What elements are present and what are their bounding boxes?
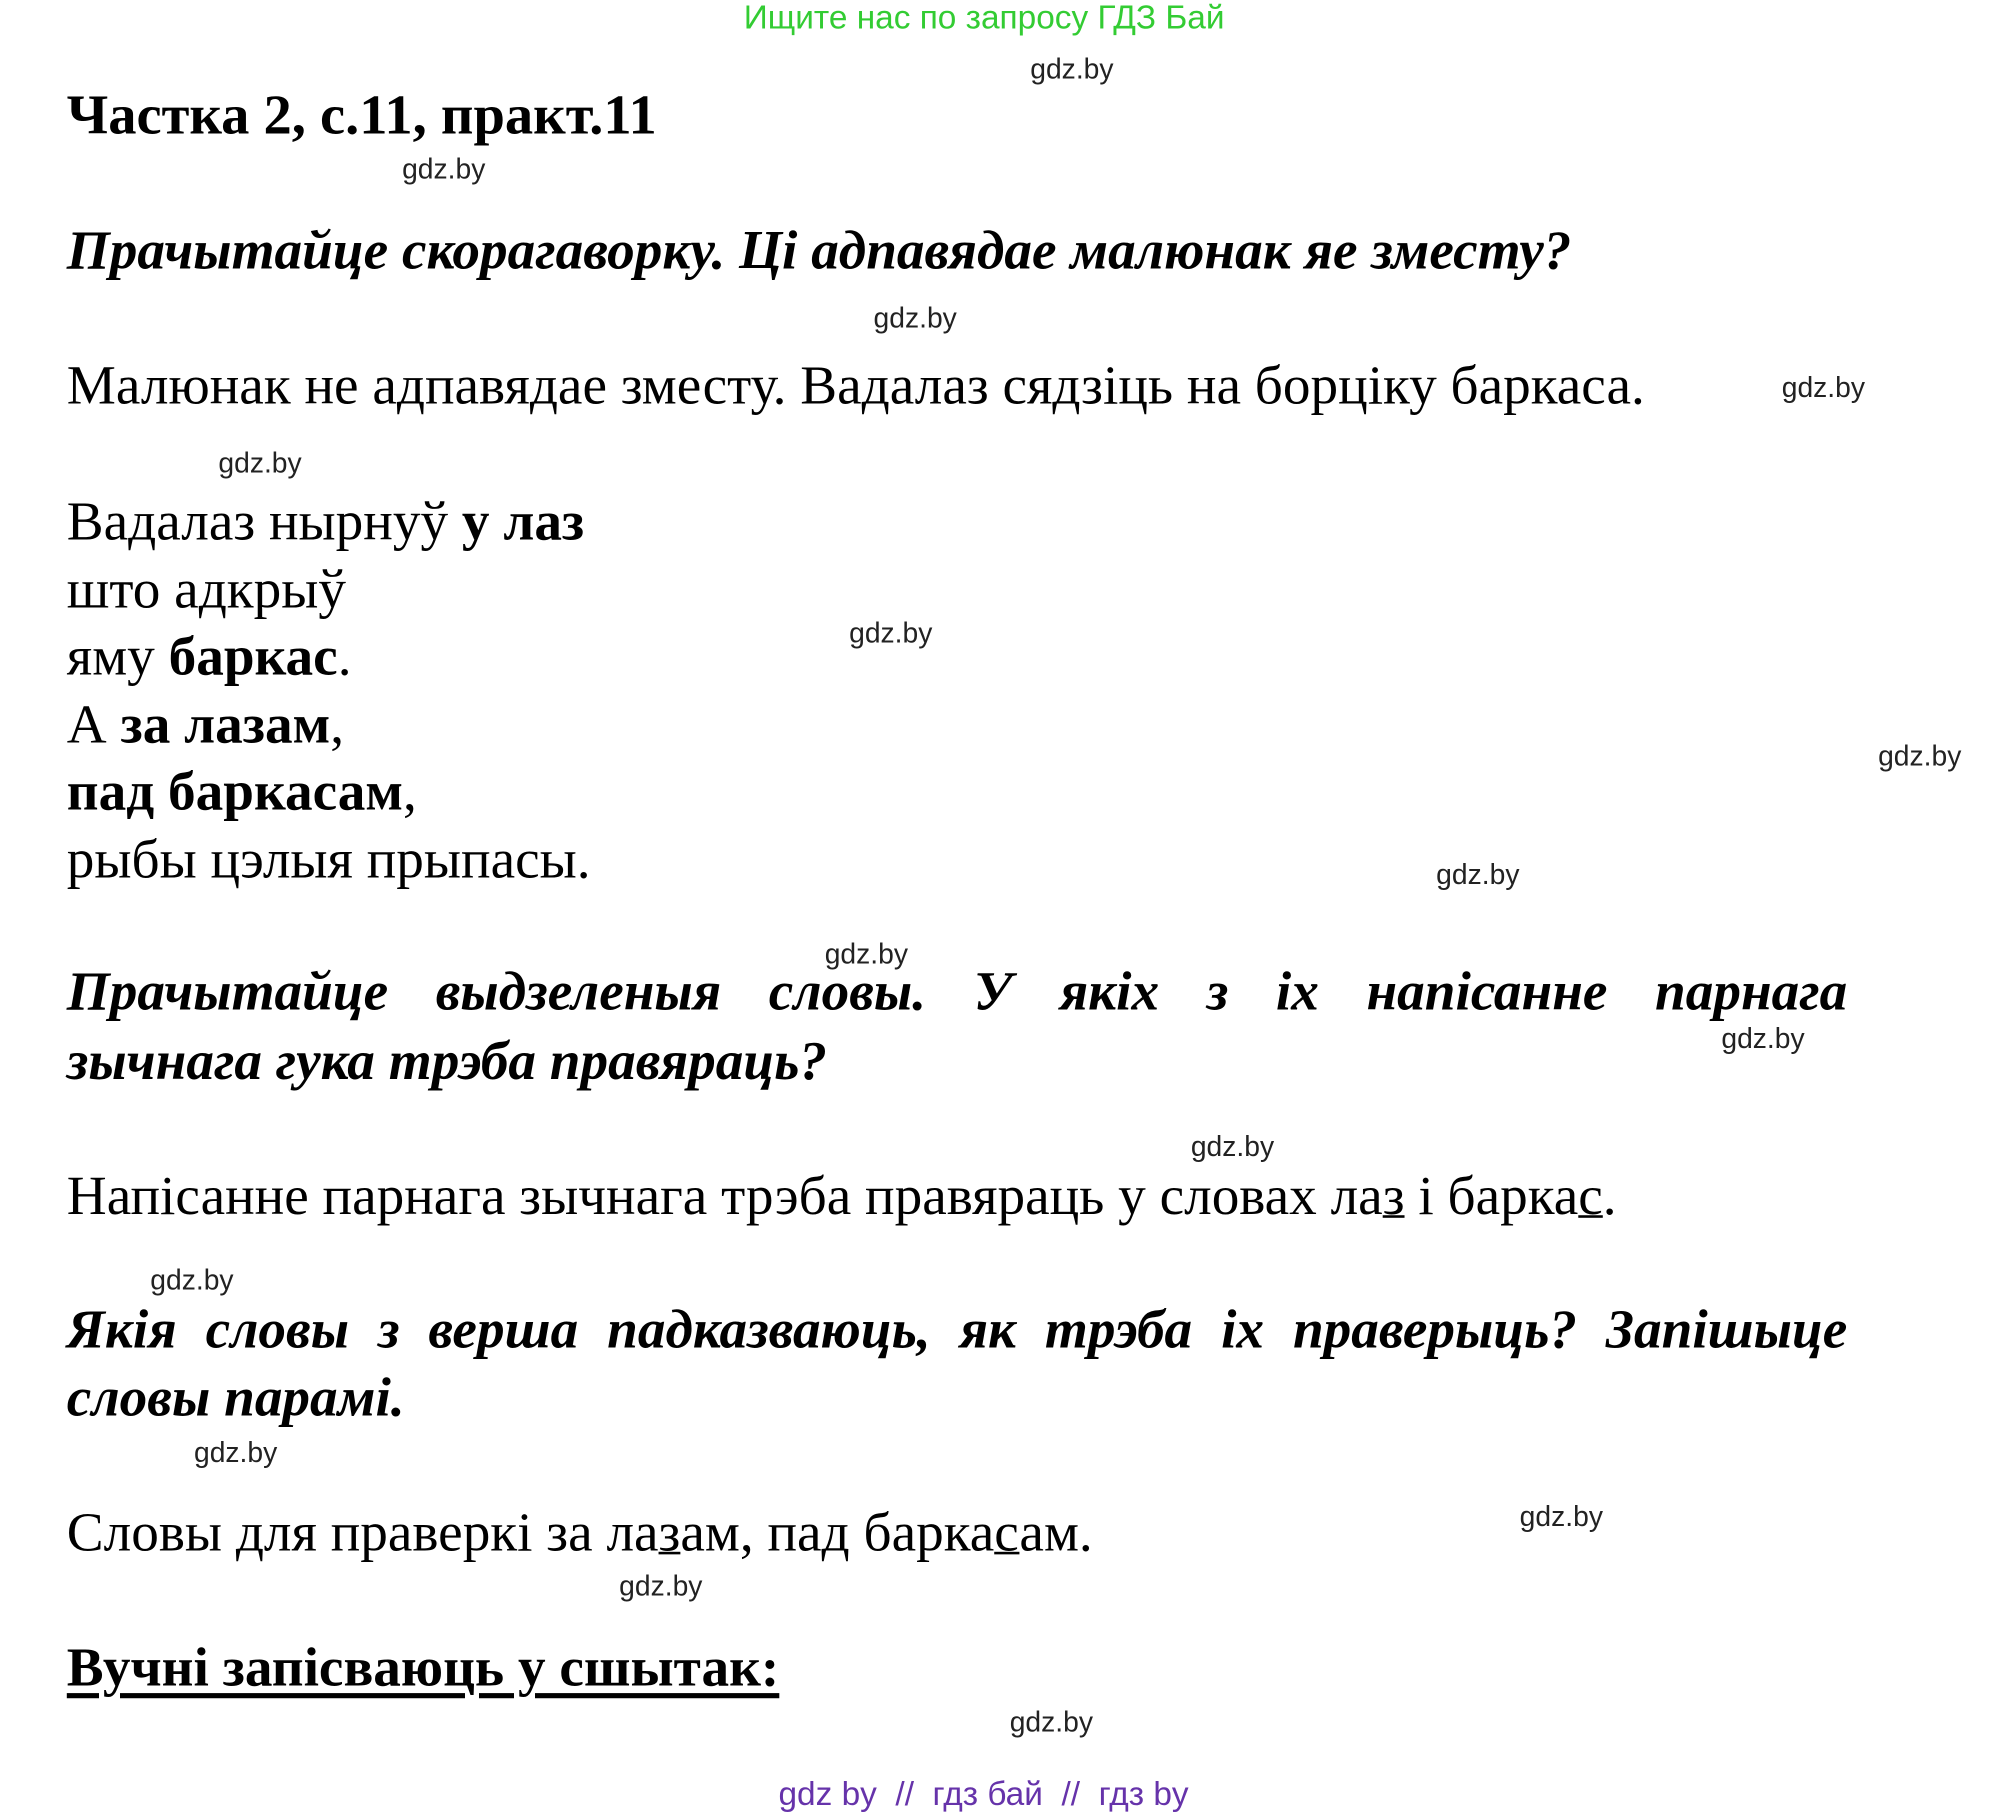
poem-line-5 <box>66 761 417 823</box>
footer-links[interactable]: gdz by // гдз бай // гдз by <box>778 1774 1189 1813</box>
answer-text: ам. <box>1019 1502 1093 1564</box>
poem-line-6: рыбы цэлыя прыпасы. <box>66 829 591 891</box>
poem-highlight: у лаз <box>461 492 585 553</box>
watermark: gdz.by <box>1436 858 1520 891</box>
underlined-letter: с <box>1578 1166 1603 1227</box>
poem-line-2: што адкрыў <box>66 560 346 621</box>
search-promo-link[interactable]: Ищите нас по запросу ГДЗ Бай <box>743 0 1225 36</box>
question-1: Прачытайце скорагаворку. Ці адпавядае малюнак яе зместу? <box>66 220 1572 282</box>
underlined-letter: з <box>658 1502 681 1564</box>
watermark: gdz.by <box>619 1569 703 1602</box>
watermark: gdz.by <box>1781 371 1866 404</box>
poem-text: Вадалаз нырнуў <box>66 492 462 553</box>
answer-text: ам, пад барка <box>680 1502 995 1564</box>
answer-2 <box>66 1166 1617 1227</box>
watermark: gdz.by <box>218 447 302 480</box>
underlined-letter: з <box>1382 1166 1405 1227</box>
answer-text: Словы для праверкі за ла <box>66 1502 659 1564</box>
poem-line-3 <box>66 626 352 688</box>
poem-text: А <box>66 694 121 756</box>
poem-text: . <box>337 626 352 688</box>
poem-highlight: за лазам <box>120 694 331 756</box>
question-2-line-1: Прачытайце выдзеленыя словы. У якіх з іх напісанне парнага <box>66 962 1848 1023</box>
poem-highlight: пад баркасам <box>66 761 404 823</box>
poem-line-4 <box>66 694 345 756</box>
poem-text: , <box>330 694 345 756</box>
watermark: gdz.by <box>849 616 933 649</box>
page-title: Частка 2, с.11, практ.11 <box>66 83 657 147</box>
poem-text: яму <box>66 626 169 688</box>
watermark: gdz.by <box>1190 1130 1275 1163</box>
answer-text: і барка <box>1404 1166 1579 1227</box>
watermark: gdz.by <box>193 1436 278 1469</box>
poem-line-1 <box>66 492 585 553</box>
question-3-line-2: словы парамі. <box>66 1368 405 1429</box>
answer-text: Напісанне парнага зычнага трэба правяраць у словах ла <box>66 1166 1383 1227</box>
watermark: gdz.by <box>1721 1022 1805 1055</box>
watermark: gdz.by <box>402 152 486 185</box>
watermark: gdz.by <box>824 937 908 970</box>
watermark: gdz.by <box>873 301 957 334</box>
watermark: gdz.by <box>1878 739 1962 773</box>
question-2-line-2: зычнага гука трэба правяраць? <box>66 1031 827 1092</box>
watermark: gdz.by <box>1030 52 1114 85</box>
question-3-line-1: Якія словы з верша падказваюць, як трэба іх праверыць? Запішыце <box>66 1300 1848 1361</box>
poem-highlight: баркас <box>168 626 338 688</box>
watermark: gdz.by <box>1009 1705 1093 1739</box>
answer-text: . <box>1602 1166 1617 1227</box>
watermark: gdz.by <box>1519 1500 1603 1533</box>
answer-1: Малюнак не адпавядае зместу. Вадалаз сядзіць на борціку баркаса. <box>66 355 1645 417</box>
answer-3 <box>66 1502 1093 1564</box>
watermark: gdz.by <box>150 1264 234 1297</box>
underlined-letter: с <box>994 1502 1020 1564</box>
notebook-heading: Вучні запісваюць у сшытак: <box>66 1637 780 1699</box>
poem-text: , <box>403 761 417 823</box>
